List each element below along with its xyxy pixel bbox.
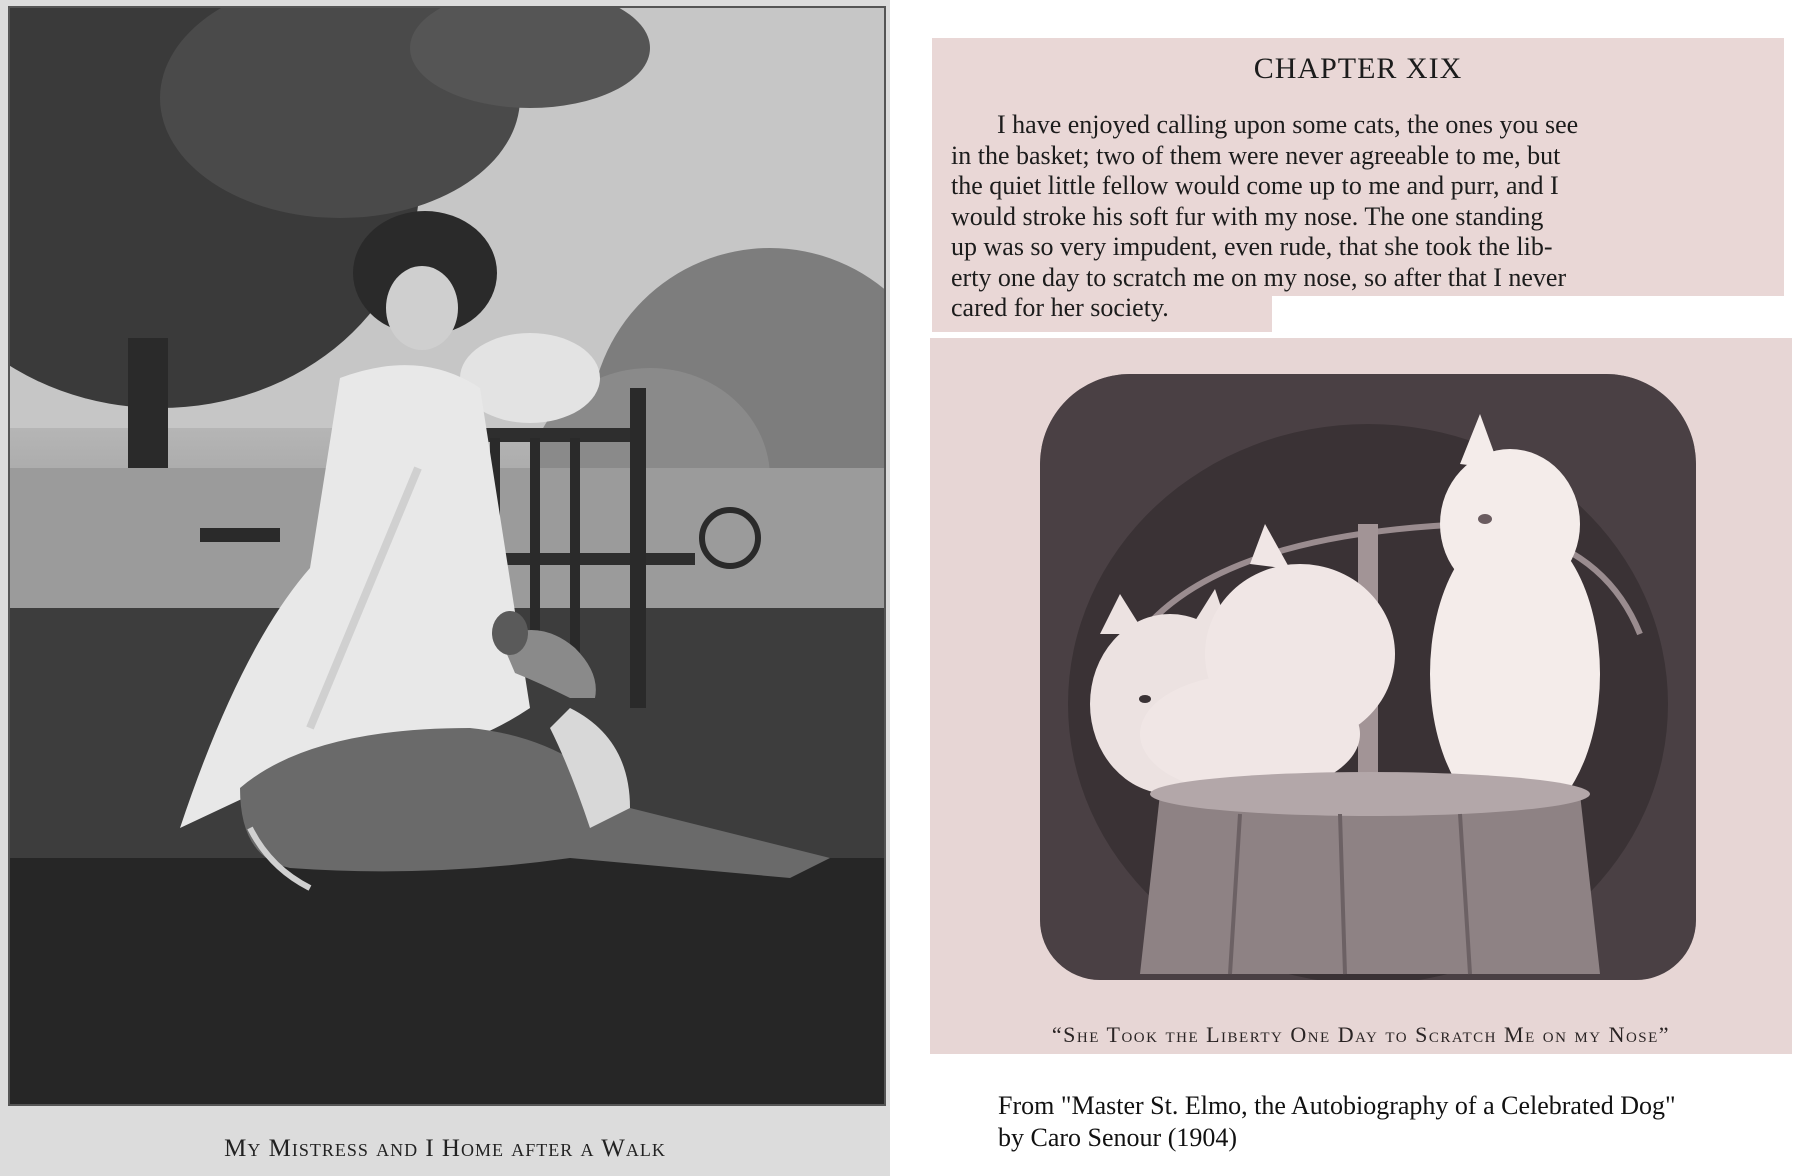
cats-photo	[1040, 374, 1696, 980]
left-caption: My Mistress and I Home after a Walk	[224, 1135, 666, 1162]
chapter-line: erty one day to scratch me on my nose, so after that I never	[951, 262, 1567, 292]
credit-line-1: From "Master St. Elmo, the Autobiography of a Celebrated Dog"	[998, 1091, 1676, 1120]
chapter-line: in the basket; two of them were never agreeable to me, but	[951, 140, 1561, 170]
credit-line-2: by Caro Senour (1904)	[998, 1123, 1238, 1152]
chapter-line: up was so very impudent, even rude, that she took the lib-	[951, 232, 1553, 261]
source-credit	[998, 1090, 1778, 1154]
cats-illustration	[1040, 374, 1696, 980]
woman-and-dog-photo	[8, 6, 886, 1106]
chapter-line: cared for her society.	[951, 293, 1169, 322]
cat-caption: “She Took the Liberty One Day to Scratch Me on my Nose”	[1051, 1022, 1671, 1047]
chapter-line: would stroke his soft fur with my nose. The one standing	[951, 201, 1544, 231]
woman-and-dog-illustration	[10, 8, 884, 1104]
chapter-title: CHAPTER XIX	[1253, 52, 1463, 85]
chapter-line: I have enjoyed calling upon some cats, the ones you see	[997, 110, 1579, 139]
chapter-line: the quiet little fellow would come up to me and purr, and I	[951, 171, 1559, 200]
chapter-body	[951, 110, 1758, 324]
